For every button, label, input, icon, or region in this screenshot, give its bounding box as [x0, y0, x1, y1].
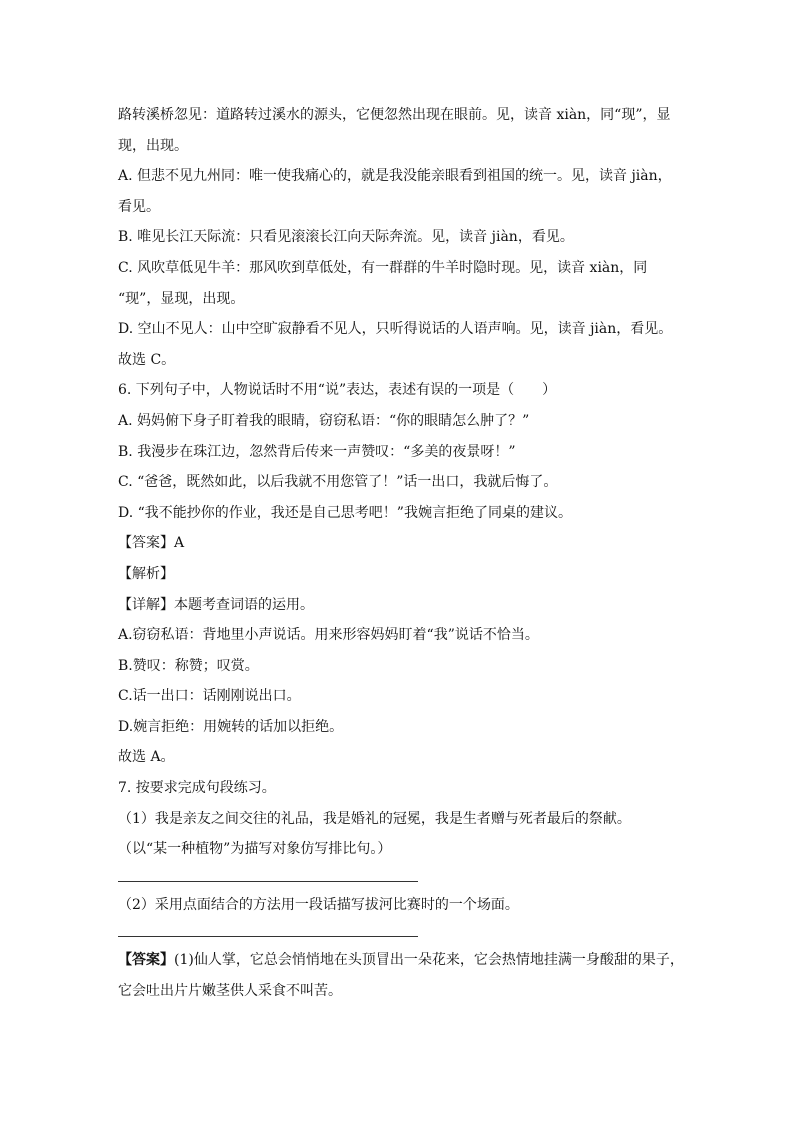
option-b: B. 我漫步在珠江边，忽然背后传来一声赞叹：“多美的夜景呀！”	[118, 443, 516, 460]
document-page	[118, 100, 684, 1007]
detail-line: 【详解】本题考查词语的运用。	[118, 596, 314, 613]
option-c: C. 风吹草低见牛羊：那风吹到草低处，有一群群的牛羊时隐时现。见，读音 xiàn，同	[118, 259, 648, 276]
option-d: D. 空山不见人：山中空旷寂静看不见人，只听得说话的人语声响。见，读音 jiàn，看见。	[118, 321, 673, 338]
answer-text: 它会吐出片片嫩茎供人采食不叫苦。	[118, 983, 342, 1000]
text-line: 看见。	[118, 198, 160, 215]
explanation-b: B.赞叹：称赞；叹赏。	[118, 657, 259, 674]
analysis-label: 【解析】	[118, 565, 174, 582]
text-line: 现，出现。	[118, 137, 188, 154]
subquestion-1: （1）我是亲友之间交往的礼品，我是婚礼的冠冕，我是生者赠与死者最后的祭献。	[118, 810, 631, 827]
answer-label: 【答案】	[118, 952, 174, 969]
answer-blank-line	[118, 871, 418, 882]
answer-line	[118, 945, 684, 976]
explanation-a: A.窃窃私语：背地里小声说话。用来形容妈妈盯着“我”说话不恰当。	[118, 627, 539, 644]
option-a: A. 但悲不见九州同：唯一使我痛心的，就是我没能亲眼看到祖国的统一。见，读音 jiàn，	[118, 168, 672, 185]
answer-blank-line	[118, 926, 418, 937]
option-d: D. “我不能抄你的作业，我还是自己思考吧！”我婉言拒绝了同桌的建议。	[118, 504, 572, 521]
subquestion-1-instruction: （以“某一种植物”为描写对象仿写排比句。）	[118, 841, 392, 858]
answer-choice: 故选 A。	[118, 749, 175, 766]
question-6: 6. 下列句子中，人物说话时不用“说”表达，表述有误的一项是（ ）	[118, 382, 557, 399]
explanation-d: D.婉言拒绝：用婉转的话加以拒绝。	[118, 718, 344, 735]
option-a: A. 妈妈俯下身子盯着我的眼睛，窃窃私语：“你的眼睛怎么肿了？”	[118, 412, 530, 429]
option-b: B. 唯见长江天际流：只看见滚滚长江向天际奔流。见，读音 jiàn，看见。	[118, 229, 574, 246]
option-c: C. “爸爸，既然如此，以后我就不用您管了！”话一出口，我就后悔了。	[118, 474, 558, 491]
answer-choice: 故选 C。	[118, 351, 176, 368]
text-line: 路转溪桥忽见：道路转过溪水的源头，它便忽然出现在眼前。见，读音 xiàn，同“现”，显	[118, 107, 671, 123]
answer-label: 【答案】A	[118, 535, 185, 552]
question-7: 7. 按要求完成句段练习。	[118, 780, 276, 797]
text-line: “现”，显现，出现。	[118, 290, 245, 307]
answer-text: (1)仙人掌，它总会悄悄地在头顶冒出一朵花来，它会热情地挂满一身酸甜的果子，	[174, 952, 684, 969]
subquestion-2: （2）采用点面结合的方法用一段话描写拔河比赛时的一个场面。	[118, 896, 519, 913]
explanation-c: C.话一出口：话刚刚说出口。	[118, 688, 301, 705]
